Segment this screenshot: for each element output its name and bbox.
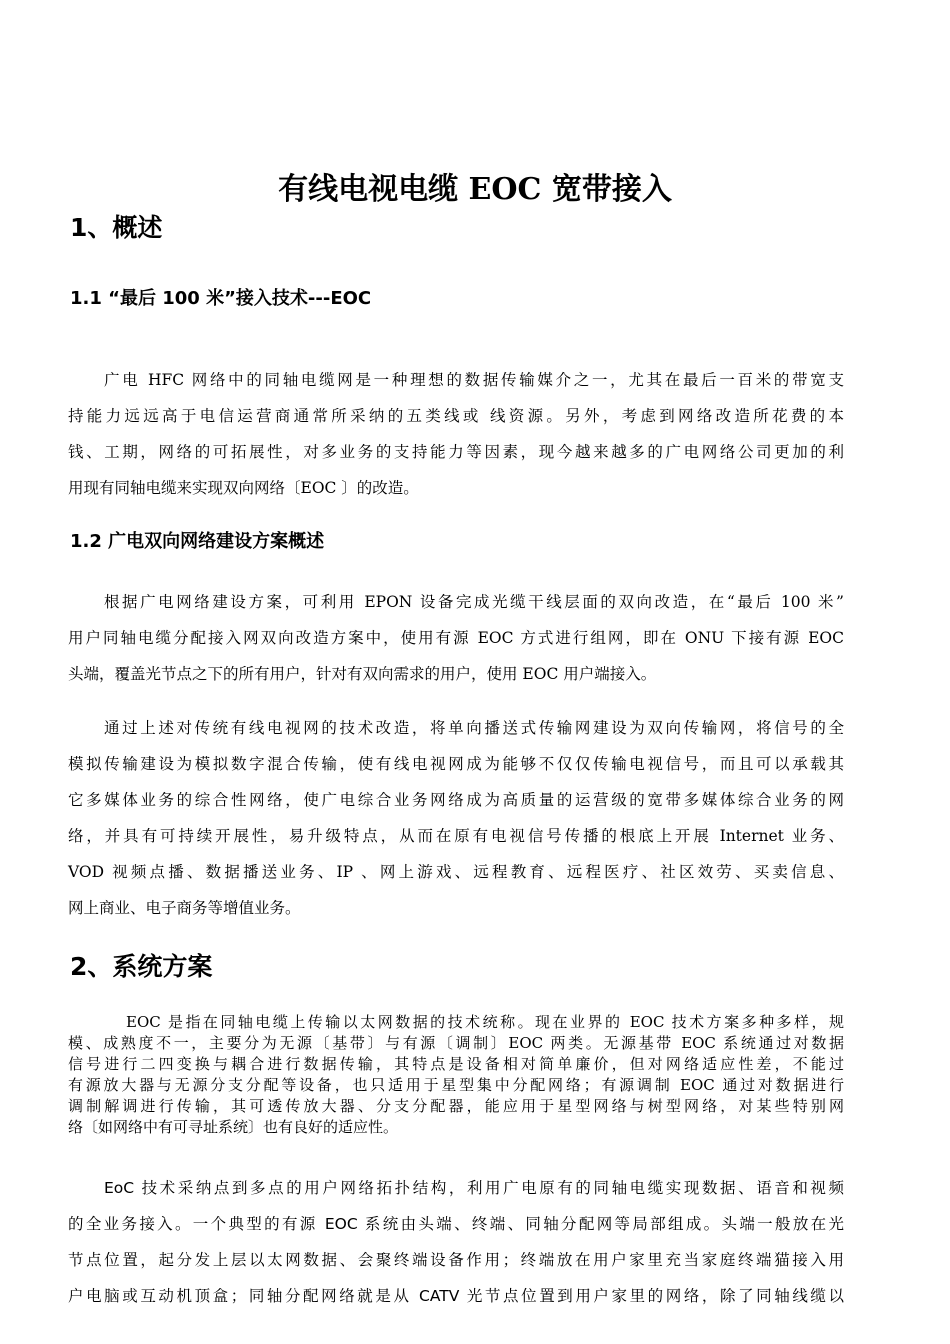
paragraph-line: 络，并具有可持续开展性，易升级特点，从而在原有电视信号传播的根底上开展 Internet 业务、 (68, 827, 844, 845)
paragraph-line: 信号进行二四变换与耦合进行数据传输，其特点是设备相对简单廉价，但对网络适应性差，不能过 (68, 1055, 844, 1073)
paragraph-line: 网上商业、电子商务等增值业务。 (68, 899, 301, 917)
paragraph-line: 通过上述对传统有线电视网的技术改造，将单向播送式传输网建设为双向传输网，将信号的全 (104, 719, 844, 737)
subsection-heading-1-1: 1.1 “最后 100 米”接入技术---EOC (70, 288, 372, 309)
paragraph-line: 节点位置，起分发上层以太网数据、会聚终端设备作用；终端放在用户家里充当家庭终端猫接入用 (68, 1251, 844, 1269)
paragraph-line: 模、成熟度不一，主要分为无源〔基带〕与有源〔调制〕EOC 两类。无源基带 EOC 系统通过对数据 (68, 1034, 844, 1052)
paragraph-line: 广电 HFC 网络中的同轴电缆网是一种理想的数据传输媒介之一，尤其在最后一百米的带宽支 (104, 371, 844, 389)
paragraph-line: 钱、工期，网络的可拓展性，对多业务的支持能力等因素，现今越来越多的广电网络公司更加的利 (68, 443, 844, 461)
paragraph-line: 它多媒体业务的综合性网络，使广电综合业务网络成为高质量的运营级的宽带多媒体综合业务的网 (68, 791, 844, 809)
paragraph-network-plan (68, 584, 844, 692)
paragraph-eoc-definition (68, 1012, 844, 1138)
paragraph-line: 持能力远远高于电信运营商通常所采纳的五类线或 线资源。另外，考虑到网络改造所花费的本 (68, 407, 844, 425)
paragraph-line: 模拟传输建设为模拟数字混合传输，使有线电视网成为能够不仅仅传输电视信号，而且可以承载其 (68, 755, 844, 773)
paragraph-line: VOD 视频点播、数据播送业务、IP 、网上游戏、远程教育、远程医疗、社区效劳、买卖信息、 (68, 863, 844, 881)
paragraph-network-upgrade (68, 710, 844, 926)
paragraph-line: EOC 是指在同轴电缆上传输以太网数据的技术统称。现在业界的 EOC 技术方案多种多样，规 (126, 1013, 844, 1031)
paragraph-line: 络〔如网络中有可寻址系统〕也有良好的适应性。 (68, 1118, 399, 1136)
paragraph-hfc-intro (68, 362, 844, 506)
paragraph-line: 头端，覆盖光节点之下的所有用户，针对有双向需求的用户，使用 EOC 用户端接入。 (68, 665, 657, 683)
paragraph-line: 根据广电网络建设方案，可利用 EPON 设备完成光缆干线层面的双向改造，在“最后 100 米” (104, 593, 844, 611)
document-title: 有线电视电缆 EOC 宽带接入 (278, 172, 672, 207)
paragraph-line: 的全业务接入。一个典型的有源 EOC 系统由头端、终端、同轴分配网等局部组成。头端一般放在光 (68, 1215, 844, 1233)
paragraph-line: 有源放大器与无源分支分配等设备，也只适用于星型集中分配网络；有源调制 EOC 通过对数据进行 (68, 1076, 844, 1094)
paragraph-eoc-topology (68, 1170, 844, 1314)
paragraph-line: 用现有同轴电缆来实现双向网络〔EOC 〕的改造。 (68, 479, 419, 497)
paragraph-line: EoC 技术采纳点到多点的用户网络拓扑结构，利用广电原有的同轴电缆实现数据、语音和视频 (104, 1179, 844, 1197)
paragraph-line: 用户同轴电缆分配接入网双向改造方案中，使用有源 EOC 方式进行组网，即在 ONU 下接有源 EOC (68, 629, 844, 647)
section-heading-overview: 1、概述 (70, 213, 163, 242)
paragraph-line: 调制解调进行传输，其可透传放大器、分支分配器，能应用于星型网络与树型网络，对某些特别网 (68, 1097, 844, 1115)
paragraph-line: 户电脑或互动机顶盒；同轴分配网络就是从 CATV 光节点位置到用户家里的网络，除了同轴线缆以 (68, 1287, 844, 1305)
section-heading-system: 2、系统方案 (70, 952, 213, 981)
subsection-heading-1-2: 1.2 广电双向网络建设方案概述 (70, 531, 325, 552)
